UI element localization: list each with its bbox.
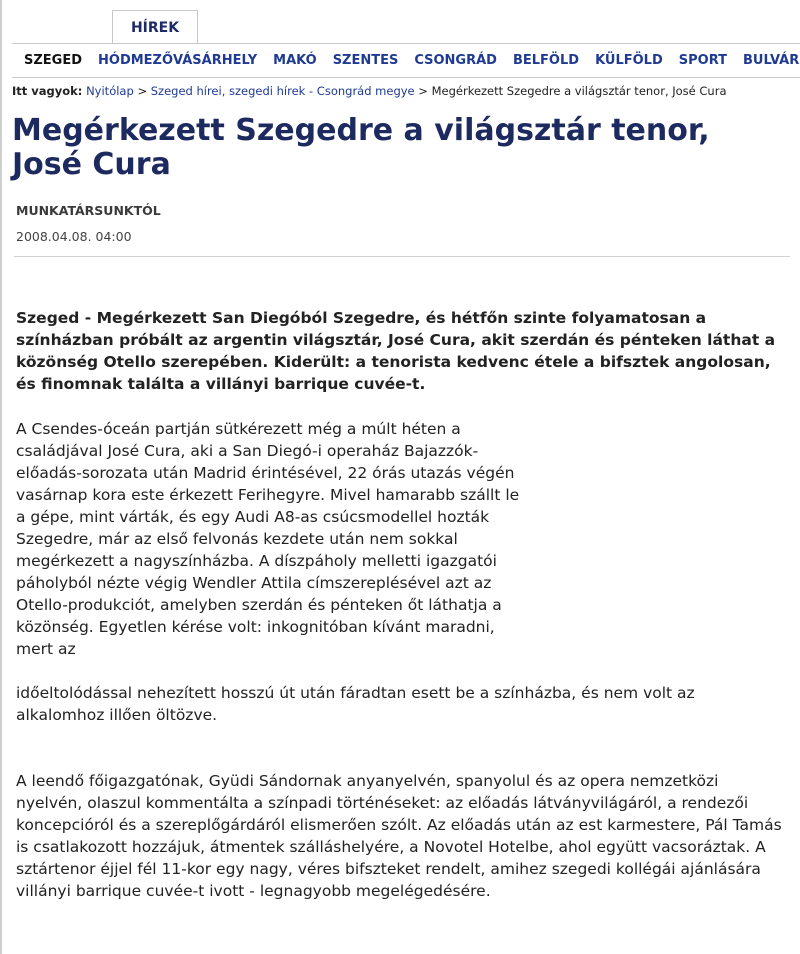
section-tab-bar	[12, 0, 800, 43]
region-nav	[12, 43, 800, 78]
breadcrumb	[12, 84, 790, 98]
nav-item-csongrad[interactable]: CSONGRÁD	[414, 53, 497, 68]
article-date: 2008.04.08. 04:00	[16, 229, 132, 244]
breadcrumb-separator: >	[137, 84, 148, 98]
article-lead: Szeged - Megérkezett San Diegóból Szegedre, és hétfőn szinte folyamatosan a színházban próbált az argentin világsztár, José Cura, akit szerdán és pénteken láthat a közönség Otello szerepében. Kiderült: a tenorista kedvenc étele a bifsztek angolosan, és finomnak találta a villányi barrique cuvée-t.	[16, 309, 776, 393]
breadcrumb-separator: >	[418, 84, 428, 98]
article-author: MUNKATÁRSUNKTÓL	[16, 203, 161, 218]
nav-item-szentes[interactable]: SZENTES	[332, 53, 399, 68]
breadcrumb-section-link[interactable]: Szeged hírei, szegedi hírek - Csongrád megye	[150, 84, 415, 98]
article-paragraph-1-continued: időeltolódással nehezített hosszú út után fáradtan esett be a színházba, és nem volt az alkalomhoz illően öltözve.	[16, 684, 695, 724]
nav-item-sport[interactable]: SPORT	[678, 53, 728, 68]
article-paragraph-2: A leendő főigazgatónak, Gyüdi Sándornak anyanyelvén, spanyolul és az opera nemzetközi nyelvén, olaszul kommentálta a színpadi történéseket: az előadás látványvilágáról, a rendezői koncepcióról és a szereplőgárdáról elismerően szólt. Az előadás után az est karmestere, Pál Tamás is csatlakozott hozzájuk, átmentek szálláshelyére, a Novotel Hotelbe, ahol együtt vacsoráztak. A sztártenor éjjel fél 11-kor egy nagy, véres bifszteket rendelt, amihez szegedi kollégái ajánlására villányi barrique cuvée-t ivott - legnagyobb megelégedésére.	[16, 772, 782, 900]
breadcrumb-lead: Itt vagyok:	[12, 84, 83, 98]
left-border	[0, 0, 2, 954]
nav-item-mako[interactable]: MAKÓ	[273, 53, 317, 68]
breadcrumb-home-link[interactable]: Nyitólap	[86, 84, 134, 98]
article-title: Megérkezett Szegedre a világsztár tenor, José Cura	[12, 113, 710, 182]
nav-item-kulfold[interactable]: KÜLFÖLD	[595, 53, 663, 68]
article-paragraph-1: A Csendes-óceán partján sütkérezett még a múlt héten a családjával José Cura, aki a San Diegó-i operaház Bajazzók-előadás-sorozata után Madrid érintésével, 22 órás utazás végén vasárnap kora este érkezett Ferihegyre. Mivel hamarabb szállt le a gépe, mint várták, és egy Audi A8-as csúcsmodellel hozták Szegedre, már az első felvonás kezdete után nem sokkal megérkezett a nagyszínházba. A díszpáholy melletti igazgatói páholyból nézte végig Wendler Attila címszereplésével azt az Otello-produkciót, amelyben szerdán és pénteken őt láthatja a közönség. Egyetlen kérése volt: inkognitóban kívánt maradni, mert az	[16, 420, 520, 658]
nav-item-hodmezovasarhely[interactable]: HÓDMEZŐVÁSÁRHELY	[98, 53, 258, 68]
tab-hirek[interactable]: HÍREK	[112, 10, 198, 44]
header-divider	[14, 256, 790, 257]
nav-item-bulvar[interactable]: BULVÁR	[743, 53, 800, 68]
nav-item-belfold[interactable]: BELFÖLD	[512, 53, 580, 68]
breadcrumb-current: Megérkezett Szegedre a világsztár tenor, José Cura	[431, 84, 727, 98]
nav-item-szeged[interactable]: SZEGED	[24, 53, 83, 68]
